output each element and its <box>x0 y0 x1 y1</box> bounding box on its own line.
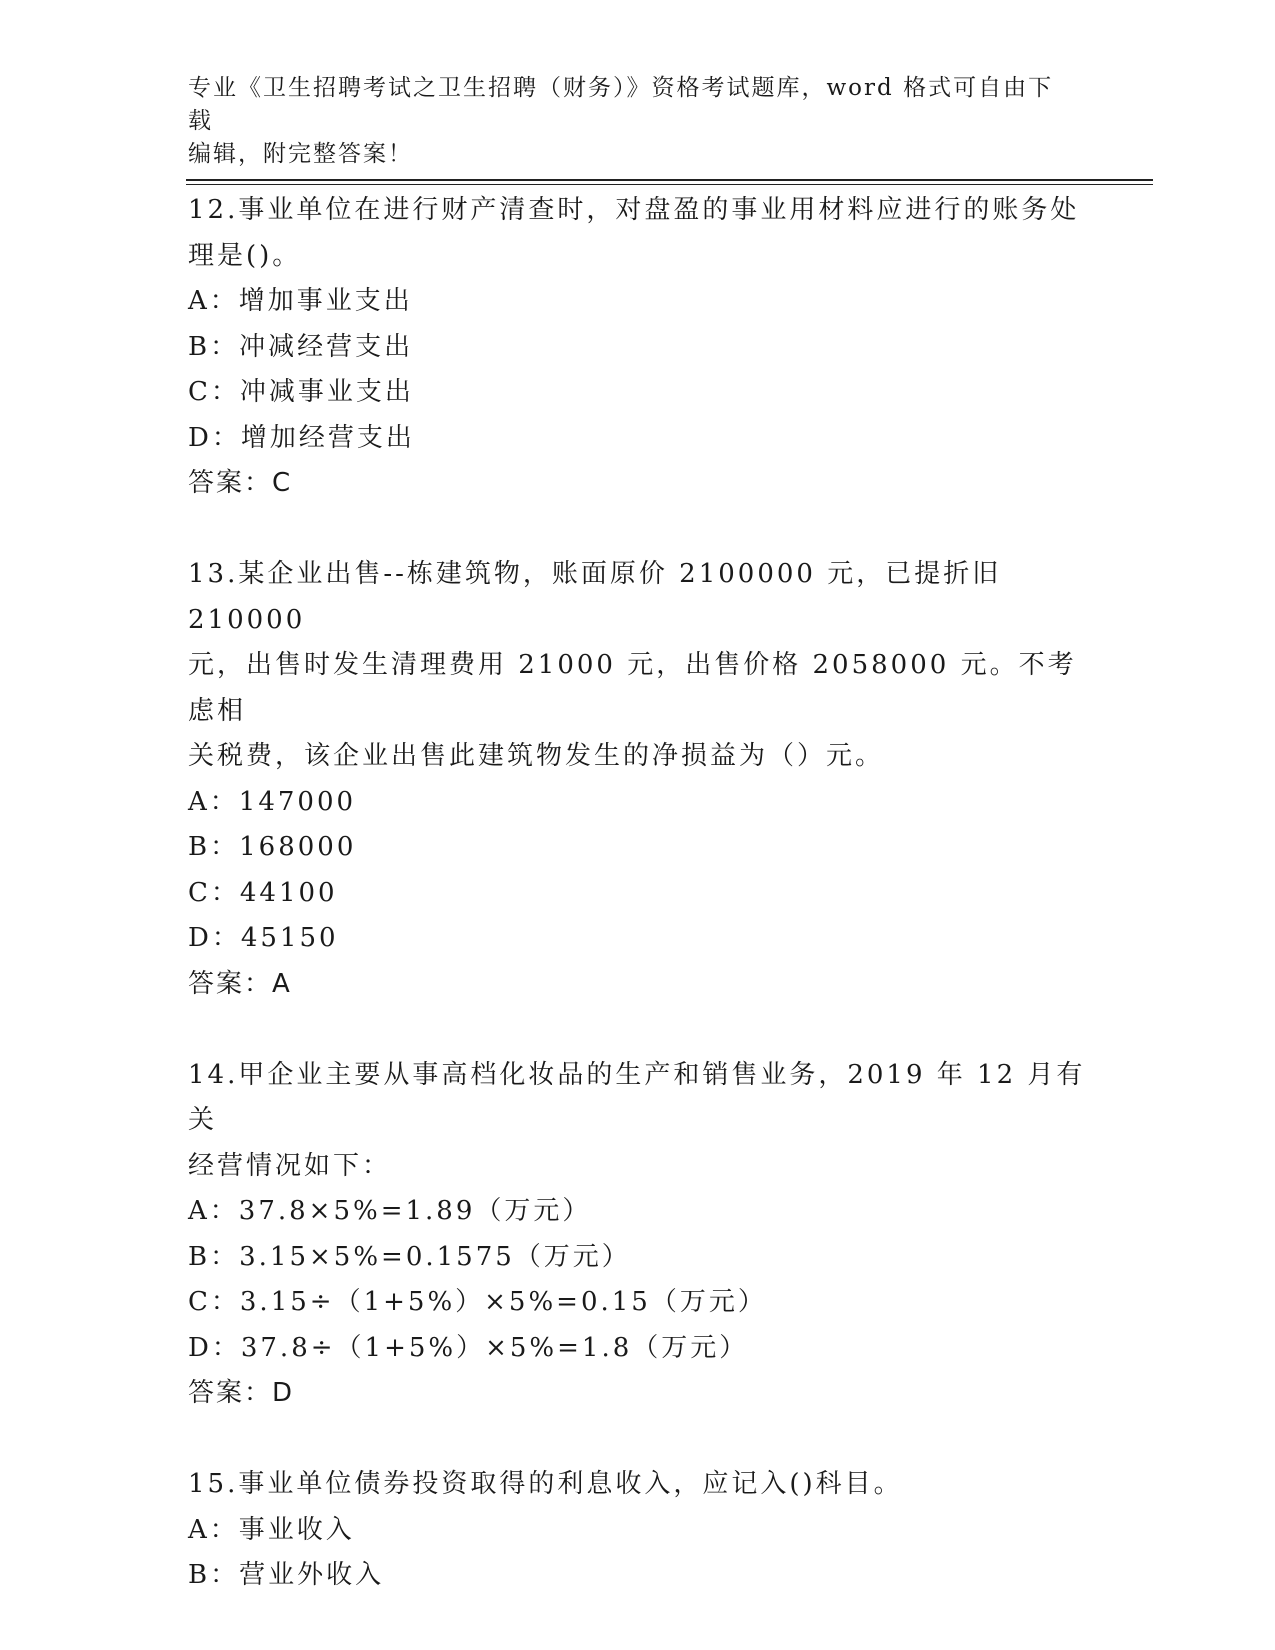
header-line-1: 专业《卫生招聘考试之卫生招聘（财务）》资格考试题库，word 格式可自由下载 <box>188 75 1054 134</box>
question-stem: 元，出售时发生清理费用 21000 元，出售价格 2058000 元。不考虑相 <box>188 650 1077 726</box>
question-spacer <box>188 1417 1088 1463</box>
option-d: D：37.8÷（1+5%）×5%=1.8（万元） <box>188 1332 749 1363</box>
answer-line: 答案：A <box>188 968 292 999</box>
header-divider-thin <box>186 184 1153 185</box>
question-spacer <box>188 507 1088 553</box>
question-13 <box>188 552 1088 1007</box>
question-stem: 理是()。 <box>188 240 302 271</box>
option-a: A：147000 <box>188 786 357 817</box>
option-d: D：45150 <box>188 923 339 953</box>
question-spacer <box>188 1007 1088 1053</box>
question-stem: 15.事业单位债券投资取得的利息收入，应记入()科目。 <box>188 1469 903 1499</box>
option-b: B：3.15×5%=0.1575（万元） <box>188 1241 631 1272</box>
question-stem: 经营情况如下： <box>188 1150 392 1181</box>
document-header <box>188 72 1068 171</box>
question-stem: 14.甲企业主要从事高档化妆品的生产和销售业务，2019 年 12 月有关 <box>188 1059 1086 1135</box>
question-15 <box>188 1462 1088 1599</box>
question-stem: 12.事业单位在进行财产清查时，对盘盈的事业用材料应进行的账务处 <box>188 195 1080 225</box>
option-a: A：增加事业支出 <box>188 286 413 316</box>
option-a: A：事业收入 <box>188 1514 355 1545</box>
question-14 <box>188 1053 1088 1417</box>
header-line-2: 编辑，附完整答案！ <box>188 141 413 167</box>
option-c: C：冲减事业支出 <box>188 377 414 407</box>
answer-line: 答案：D <box>188 1378 295 1408</box>
question-stem: 13.某企业出售--栋建筑物，账面原价 2100000 元，已提折旧 210000 <box>188 559 1002 635</box>
question-stem: 关税费，该企业出售此建筑物发生的净损益为（）元。 <box>188 741 885 771</box>
question-list <box>188 188 1088 1599</box>
option-c: C：3.15÷（1+5%）×5%=0.15（万元） <box>188 1287 767 1317</box>
question-12 <box>188 188 1088 507</box>
option-c: C：44100 <box>188 877 338 908</box>
answer-line: 答案：C <box>188 468 293 498</box>
option-b: B：168000 <box>188 832 357 862</box>
option-b: B：营业外收入 <box>188 1560 385 1590</box>
option-d: D：增加经营支出 <box>188 422 415 453</box>
option-a: A：37.8×5%=1.89（万元） <box>188 1196 592 1226</box>
option-b: B：冲减经营支出 <box>188 331 414 362</box>
header-divider-thick <box>186 179 1153 181</box>
